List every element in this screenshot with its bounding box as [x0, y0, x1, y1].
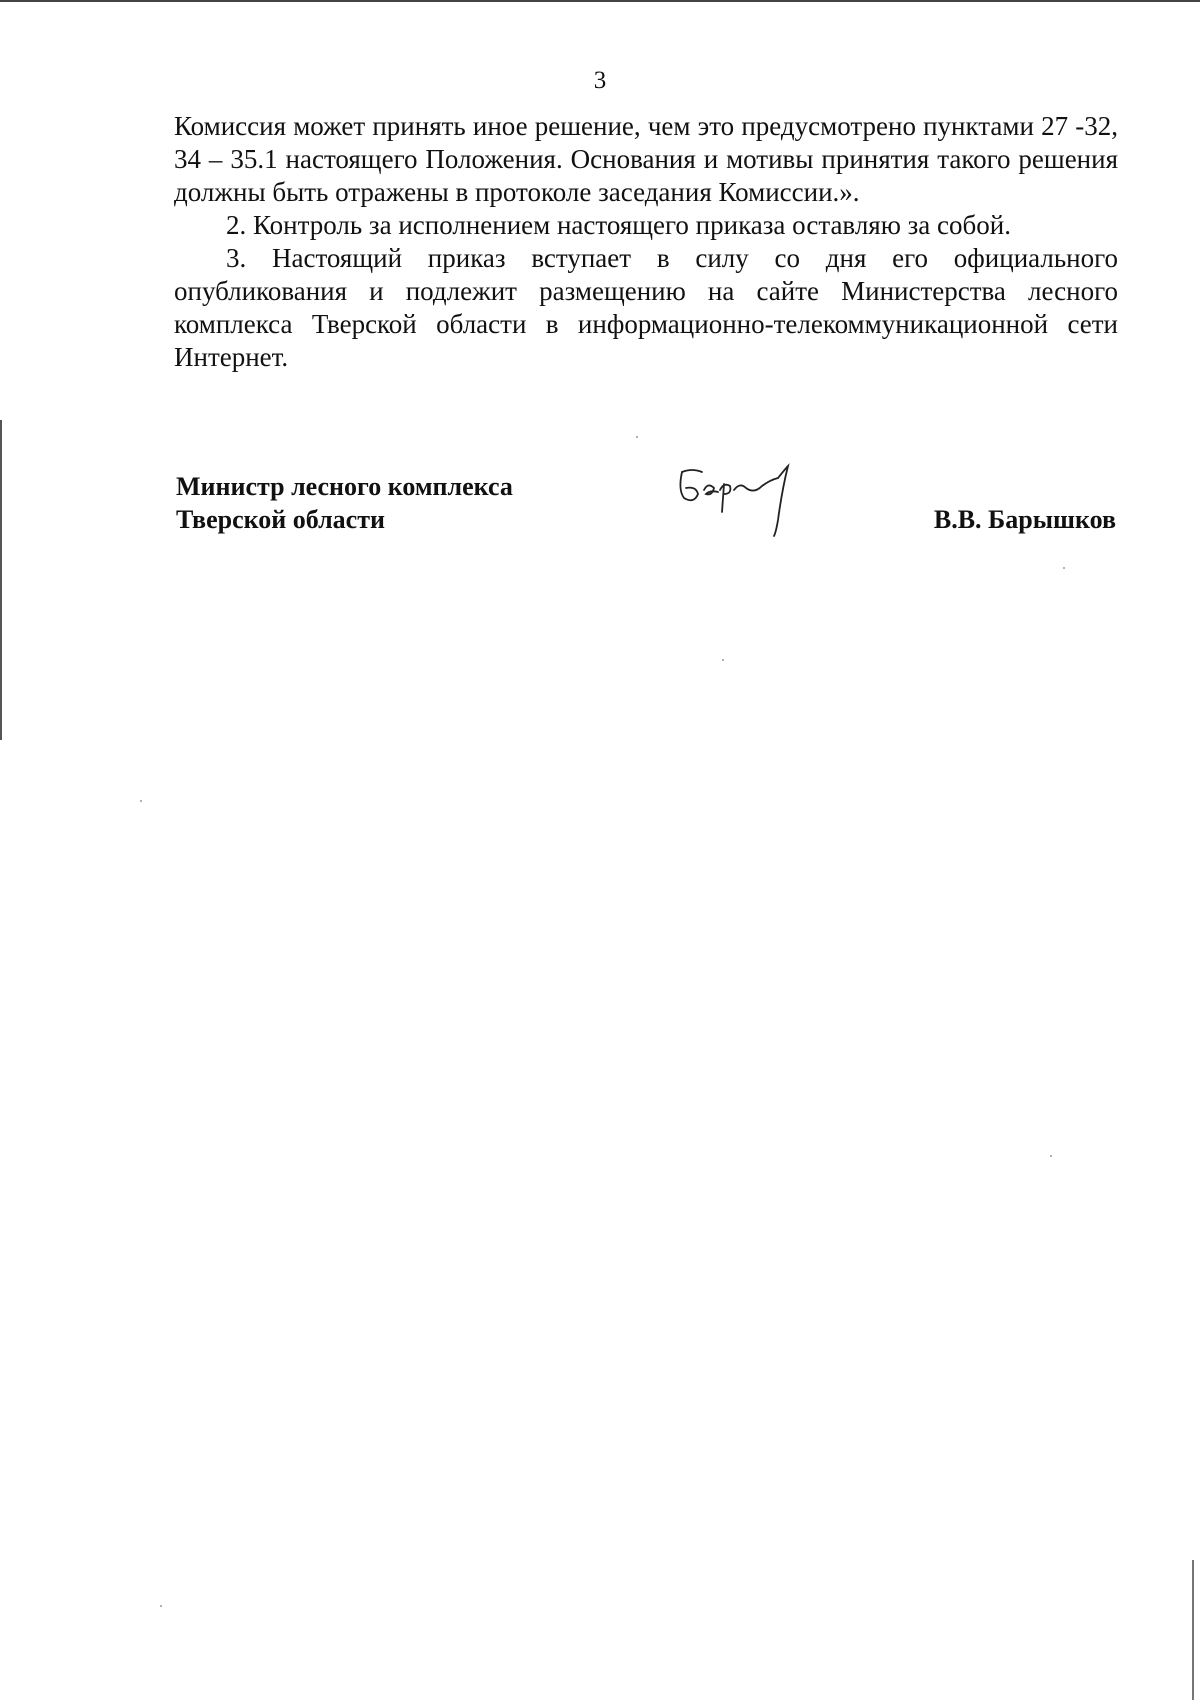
scan-speck	[722, 659, 724, 661]
paragraph-item-3: 3. Настоящий приказ вступает в силу со дня его официального опубликования и подлежит размещению на сайте Министерства лесного комплекса Тверской области в информационно-телекоммуникационной сети Интернет.	[174, 243, 1118, 372]
handwritten-signature	[674, 460, 804, 540]
paragraph-continuation: Комиссия может принять иное решение, чем это предусмотрено пунктами 27 -32, 34 – 35.1 настоящего Положения. Основания и мотивы принятия такого решения должны быть отражены в протоколе заседания Комиссии.».	[174, 111, 1118, 207]
scan-top-edge	[0, 0, 1200, 2]
signer-title	[176, 470, 513, 536]
scan-speck	[160, 1605, 162, 1607]
document-body	[174, 110, 1118, 374]
scan-speck	[1050, 1155, 1052, 1157]
scan-left-edge-mark	[0, 420, 2, 740]
signature-block	[176, 470, 1116, 550]
scan-speck	[636, 436, 638, 438]
signer-name: В.В. Барышков	[933, 505, 1116, 534]
page-number: 3	[593, 67, 607, 94]
scan-right-edge-mark	[1192, 1560, 1194, 1700]
scan-speck	[140, 800, 142, 802]
signer-title-line2: Тверской области	[176, 505, 385, 534]
signer-title-line1: Министр лесного комплекса	[176, 472, 513, 501]
scan-speck	[1063, 567, 1065, 569]
paragraph-item-2: 2. Контроль за исполнением настоящего приказа оставляю за собой.	[226, 210, 1011, 240]
